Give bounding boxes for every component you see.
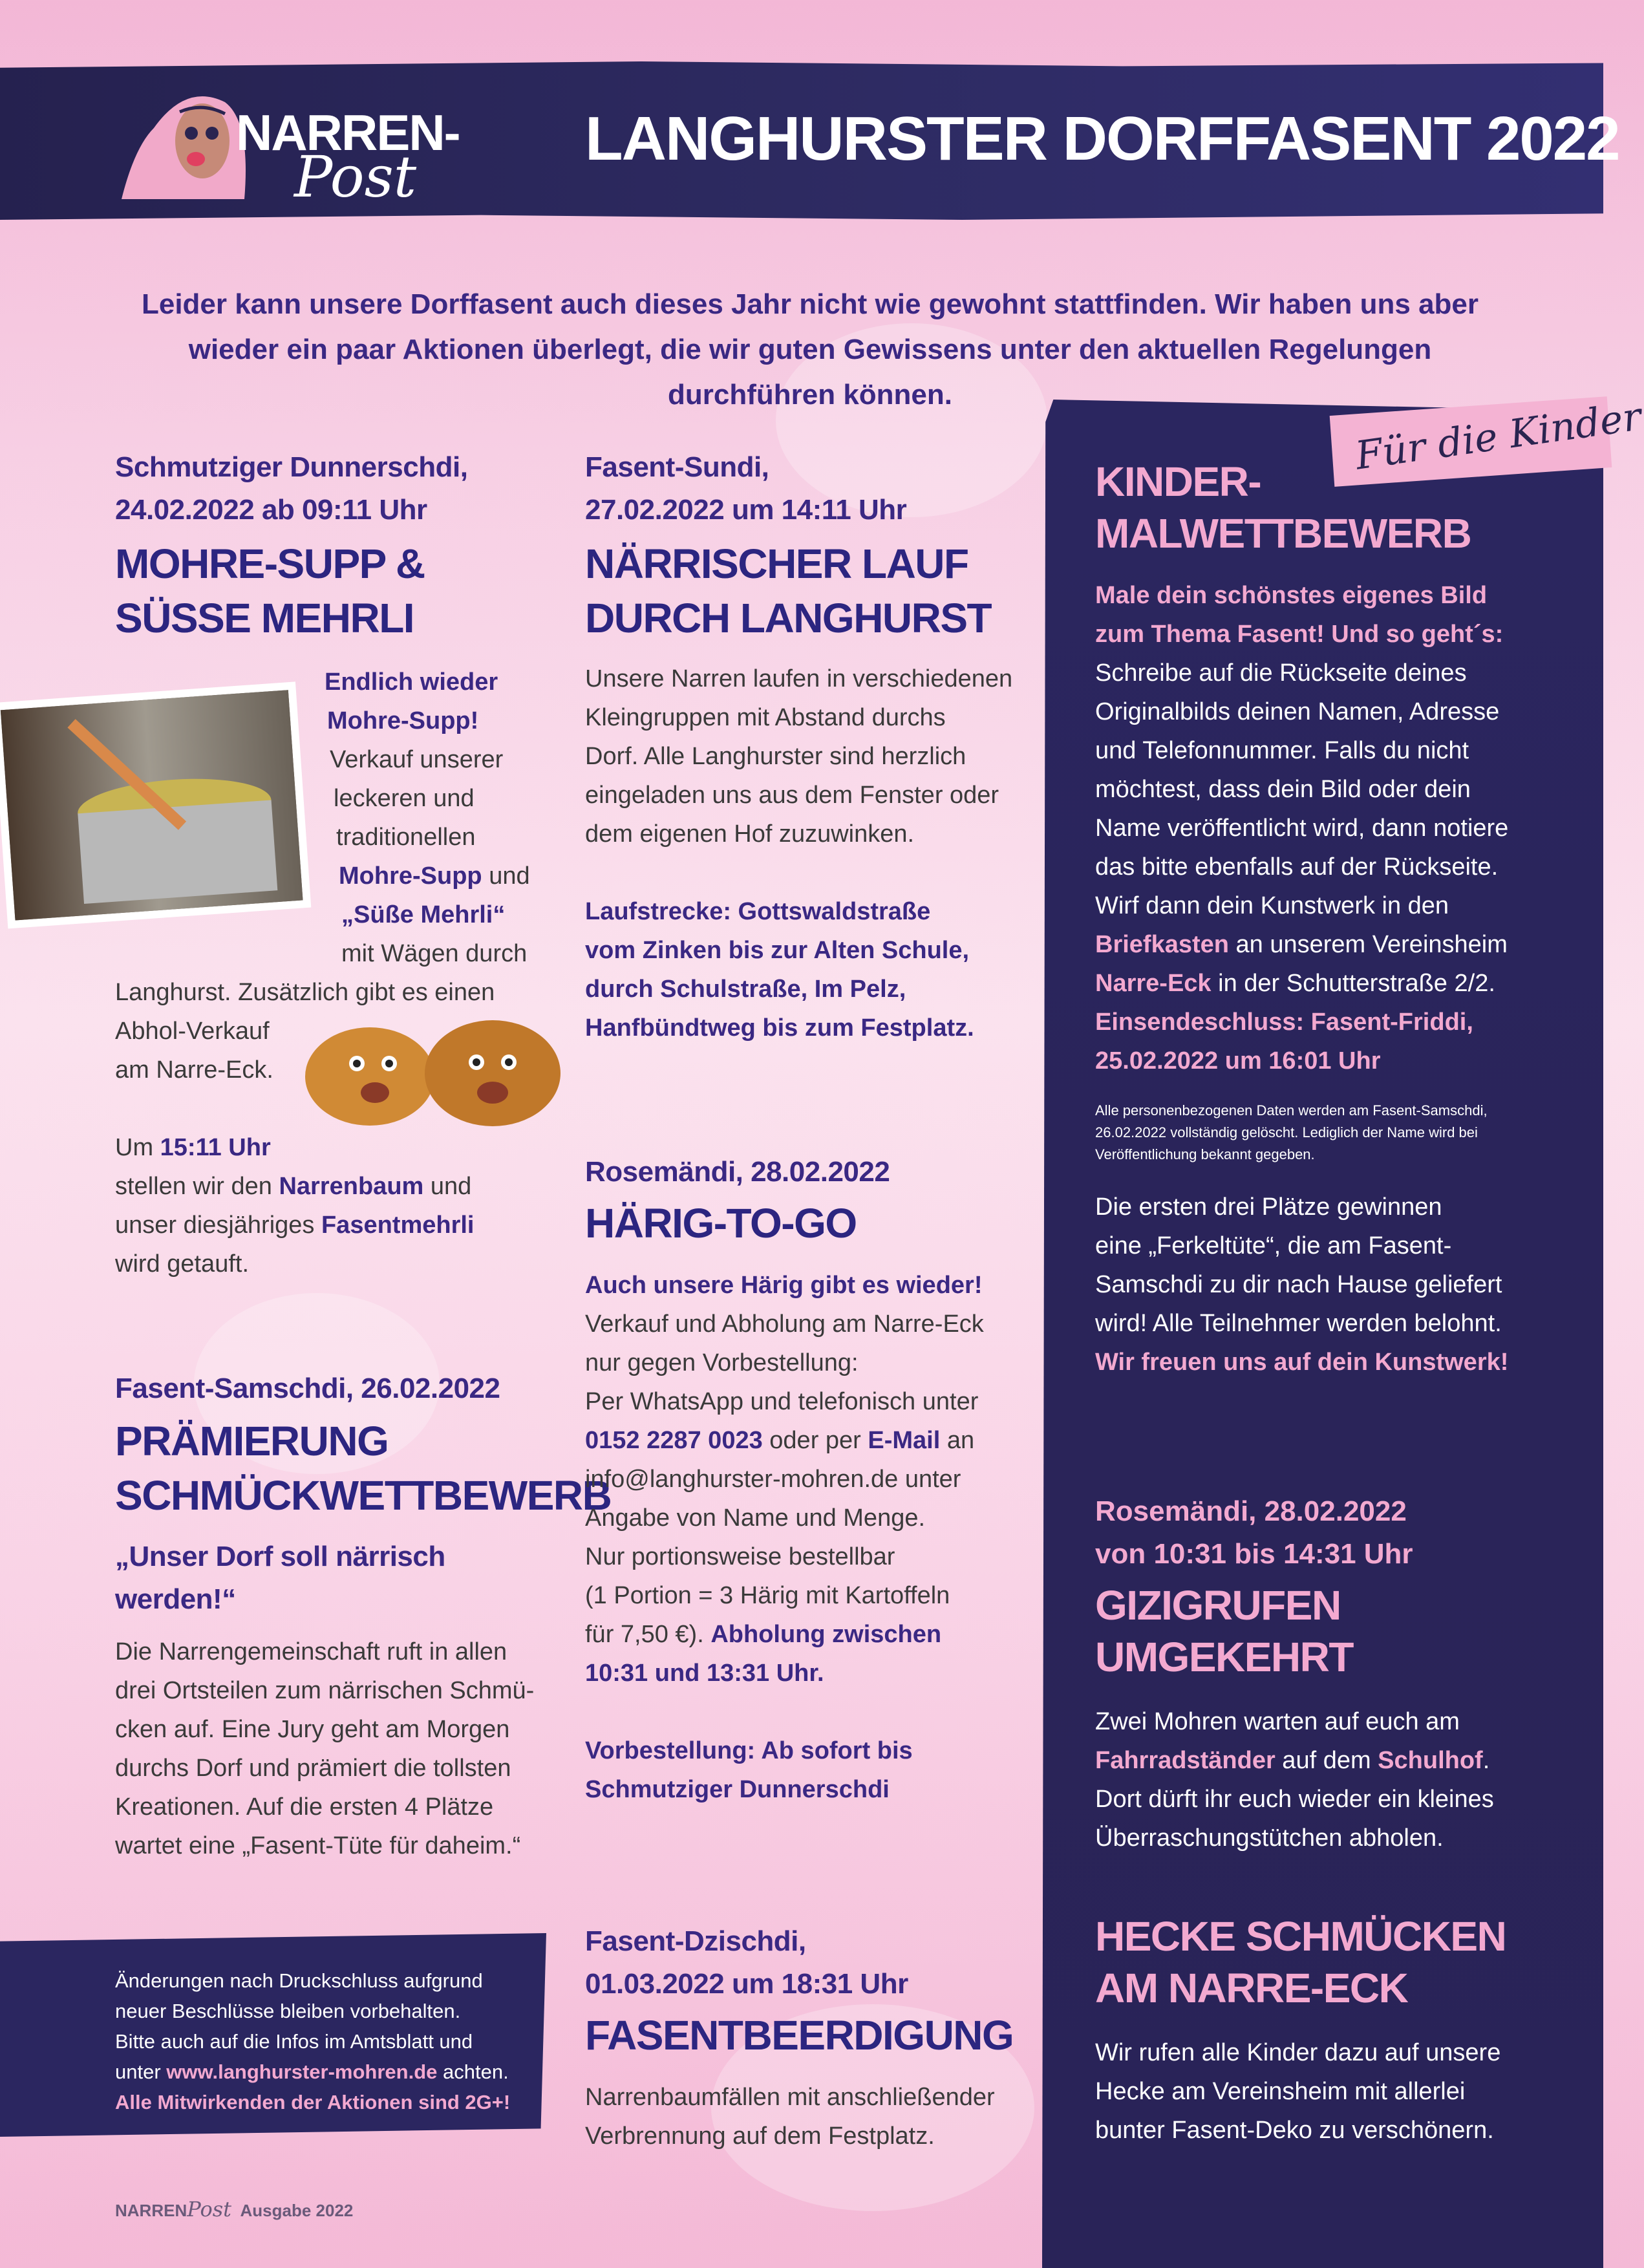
mohre-line: Langhurst. Zusätzlich gibt es einen: [115, 979, 495, 1006]
haerig-line: Angabe von Name und Menge.: [585, 1504, 926, 1532]
mal-lead-2: zum Thema Fasent! Und so geht´s:: [1095, 621, 1504, 648]
intro-text: Leider kann unsere Dorffasent auch dieses Jahr nicht wie gewohnt stattfinden. Wir haben uns aber wieder ein paar Aktionen überlegt, die wir guten Gewissens unter den aktuellen Regelungen durchführen können.: [141, 288, 1479, 411]
lauf-route-line: vom Zinken bis zur Alten Schule,: [585, 937, 970, 964]
gizi-date-2: von 10:31 bis 14:31 Uhr: [1095, 1538, 1413, 1570]
haerig-email-line[interactable]: info@langhurster-mohren.de unter: [585, 1466, 961, 1493]
privacy-note: Alle personenbezogenen Daten werden am Fasent-Samschdi,: [1095, 1102, 1488, 1118]
privacy-note: Veröffentlichung bekannt gegeben.: [1095, 1146, 1315, 1162]
fasentmehrli-bold: Fasentmehrli: [321, 1212, 475, 1239]
footer-script: Post: [187, 2197, 232, 2221]
hecke-line: bunter Fasent-Deko zu verschönern.: [1095, 2117, 1494, 2144]
website-link[interactable]: www.langhurster-mohren.de: [166, 2060, 438, 2083]
note-line: achten.: [437, 2060, 509, 2083]
haerig-section: [585, 1151, 1031, 1809]
note-line: Änderungen nach Druckschluss aufgrund: [115, 1969, 483, 1992]
mohre-title-1: MOHRE-SUPP &: [115, 540, 425, 587]
schulhof-bold: Schulhof: [1378, 1747, 1483, 1774]
mohre-line: und: [423, 1173, 472, 1200]
gizi-title: GIZIGRUFEN UMGEKEHRT: [1095, 1582, 1353, 1680]
lauf-line: eingeladen uns aus dem Fenster oder: [585, 782, 999, 809]
hecke-line: Wir rufen alle Kinder dazu auf unsere: [1095, 2039, 1501, 2066]
malwettbewerb-section: [1095, 456, 1586, 1382]
mohre-line: traditionellen: [336, 824, 476, 851]
haerig-pickup-bold: Abholung zwischen: [710, 1621, 942, 1648]
lauf-line: Dorf. Alle Langhurster sind herzlich: [585, 743, 966, 770]
mohre-line: Um: [115, 1134, 160, 1161]
praemierung-title-2: SCHMÜCKWETTBEWERB: [115, 1472, 612, 1519]
haerig-preorder-1: Vorbestellung: Ab sofort bis: [585, 1737, 913, 1764]
haerig-line: Nur portionsweise bestellbar: [585, 1543, 895, 1570]
mohre-line: stellen wir den: [115, 1173, 279, 1200]
lauf-route-line: durch Schulstraße, Im Pelz,: [585, 976, 906, 1003]
gizi-line: Dort dürft ihr euch wieder ein kleines: [1095, 1786, 1494, 1813]
footer-edition: Ausgabe 2022: [240, 2201, 354, 2220]
mal-line: Originalbilds deinen Namen, Adresse: [1095, 698, 1500, 725]
mohre-line: Abhol-Verkauf: [115, 1018, 270, 1045]
beerdigung-title: FASENTBEERDIGUNG: [585, 2012, 1014, 2059]
beerdigung-line: Verbrennung auf dem Festplatz.: [585, 2123, 935, 2150]
mohre-line: am Narre-Eck.: [115, 1056, 273, 1084]
hecke-title-2: AM NARRE-ECK: [1095, 1965, 1408, 2011]
mohre-title-2: SÜSSE MEHRLI: [115, 595, 414, 641]
mal-title-2: MALWETTBEWERB: [1095, 510, 1471, 557]
lauf-date-1: Fasent-Sundi,: [585, 451, 769, 483]
note-line: neuer Beschlüsse bleiben vorbehalten.: [115, 2000, 461, 2022]
mal-prize-line: Die ersten drei Plätze gewinnen: [1095, 1193, 1442, 1221]
narre-eck-bold: Narre-Eck: [1095, 970, 1212, 997]
mal-title-1: KINDER-: [1095, 458, 1261, 505]
mal-line: und Telefonnummer. Falls du nicht: [1095, 737, 1469, 764]
haerig-line: an: [940, 1427, 975, 1454]
haerig-preorder-2: Schmutziger Dunnerschdi: [585, 1776, 890, 1803]
lauf-title-2: DURCH LANGHURST: [585, 595, 992, 641]
lauf-date-2: 27.02.2022 um 14:11 Uhr: [585, 494, 907, 526]
gizigrufen-section: [1095, 1490, 1586, 1857]
mohre-lead-2: Mohre-Supp!: [327, 707, 479, 734]
narrenbaum-bold: Narrenbaum: [279, 1173, 424, 1200]
suesse-mehrli-bold: „Süße Mehrli“: [341, 901, 506, 928]
gizi-line: .: [1482, 1747, 1490, 1774]
gizi-line: Überraschungstütchen abholen.: [1095, 1824, 1444, 1852]
gizi-line: Zwei Mohren warten auf euch am: [1095, 1708, 1460, 1735]
fahrradstaender-bold: Fahrradständer: [1095, 1747, 1276, 1774]
haerig-date: Rosemändi, 28.02.2022: [585, 1156, 890, 1188]
lauf-title-1: NÄRRISCHER LAUF: [585, 540, 968, 587]
mohre-line: mit Wägen durch: [341, 940, 528, 967]
pig-pastries-photo: [299, 1012, 570, 1135]
beerdigung-section: [585, 1920, 1031, 2156]
beerdigung-date-1: Fasent-Dzischdi,: [585, 1925, 806, 1957]
gizi-date-1: Rosemändi, 28.02.2022: [1095, 1495, 1407, 1527]
footer-brand: NARREN: [115, 2201, 187, 2220]
column-left: [115, 446, 555, 645]
lauf-line: dem eigenen Hof zuzuwinken.: [585, 820, 915, 848]
mohre-text-wrap: [325, 663, 557, 973]
praemierung-line: wartet eine „Fasent-Tüte für daheim.“: [115, 1832, 521, 1859]
email-label: E-Mail: [868, 1427, 941, 1454]
lauf-route-line: Hanfbündtweg bis zum Festplatz.: [585, 1014, 974, 1042]
haerig-line: Verkauf und Abholung am Narre-Eck: [585, 1311, 984, 1338]
lauf-line: Kleingruppen mit Abstand durchs: [585, 704, 946, 731]
praemierung-section: [115, 1367, 612, 1865]
mohre-line: und: [482, 862, 530, 890]
note-line: Bitte auch auf die Infos im Amtsblatt und: [115, 2030, 473, 2053]
logo-script: Post: [294, 144, 417, 210]
praemierung-line: Kreationen. Auf die ersten 4 Plätze: [115, 1793, 494, 1821]
praemierung-line: drei Ortsteilen zum närrischen Schmü-: [115, 1677, 535, 1704]
lauf-line: Unsere Narren laufen in verschiedenen: [585, 665, 1013, 692]
haerig-line: (1 Portion = 3 Härig mit Kartoffeln: [585, 1582, 950, 1609]
hecke-section: [1095, 1910, 1586, 2150]
praemierung-line: durchs Dorf und prämiert die tollsten: [115, 1755, 511, 1782]
mal-prize-line: wird! Alle Teilnehmer werden belohnt.: [1095, 1310, 1502, 1337]
lauf-route-line: Laufstrecke: Gottswaldstraße: [585, 898, 931, 925]
note-2g-notice: Alle Mitwirkenden der Aktionen sind 2G+!: [115, 2091, 511, 2113]
praemierung-date: Fasent-Samschdi, 26.02.2022: [115, 1373, 500, 1404]
praemierung-line: Die Narrengemeinschaft ruft in allen: [115, 1638, 507, 1665]
mal-lead-1: Male dein schönstes eigenes Bild: [1095, 582, 1488, 609]
haerig-pickup-time: 10:31 und 13:31 Uhr.: [585, 1660, 824, 1687]
phone-number[interactable]: 0152 2287 0023: [585, 1427, 763, 1454]
note-line: unter: [115, 2060, 167, 2083]
mal-line: das bitte ebenfalls auf der Rückseite.: [1095, 853, 1499, 881]
praemierung-line: cken auf. Eine Jury geht am Morgen: [115, 1716, 510, 1743]
praemierung-quote: „Unser Dorf soll närrisch werden!“: [115, 1541, 445, 1615]
mohre-lead-1: Endlich wieder: [325, 669, 498, 696]
mohre-line: wird getauft.: [115, 1250, 249, 1278]
haerig-line: Per WhatsApp und telefonisch unter: [585, 1388, 979, 1415]
mal-line: an unserem Vereinsheim: [1228, 931, 1508, 958]
hecke-line: Hecke am Vereinsheim mit allerlei: [1095, 2078, 1466, 2105]
mohre-supp-bold: Mohre-Supp: [339, 862, 482, 890]
mal-closing: Wir freuen uns auf dein Kunstwerk!: [1095, 1349, 1509, 1376]
mal-prize-line: Samschdi zu dir nach Hause geliefert: [1095, 1271, 1502, 1298]
haerig-title: HÄRIG-TO-GO: [585, 1200, 857, 1246]
logo-text: NARREN-: [236, 104, 460, 161]
mohre-line: Verkauf unserer: [330, 746, 504, 773]
mal-prize-line: eine „Ferkeltüte“, die am Fasent-: [1095, 1232, 1452, 1259]
beerdigung-line: Narrenbaumfällen mit anschließender: [585, 2084, 995, 2111]
column-middle: [585, 446, 1031, 1047]
note-text: [115, 1965, 542, 2117]
privacy-note: 26.02.2022 vollständig gelöscht. Lediglich der Name wird bei: [1095, 1124, 1478, 1140]
mohre-date-2: 24.02.2022 ab 09:11 Uhr: [115, 494, 427, 526]
haerig-line: für 7,50 €).: [585, 1621, 711, 1648]
mal-deadline-1: Einsendeschluss: Fasent-Friddi,: [1095, 1009, 1473, 1036]
gizi-line: auf dem: [1275, 1747, 1378, 1774]
mal-line: in der Schutterstraße 2/2.: [1211, 970, 1495, 997]
haerig-line: nur gegen Vorbestellung:: [585, 1349, 859, 1376]
haerig-line: oder per: [762, 1427, 868, 1454]
mal-line: Name veröffentlicht wird, dann notiere: [1095, 815, 1509, 842]
mal-line: Schreibe auf die Rückseite deines: [1095, 659, 1467, 687]
briefkasten-bold: Briefkasten: [1095, 931, 1229, 958]
mal-line: möchtest, dass dein Bild oder dein: [1095, 776, 1471, 803]
kids-tag-text: Für die Kinder: [1352, 394, 1644, 479]
footer: [115, 2197, 353, 2221]
beerdigung-date-2: 01.03.2022 um 18:31 Uhr: [585, 1968, 908, 2000]
mohre-date-1: Schmutziger Dunnerschdi,: [115, 451, 468, 483]
mohre-line: leckeren und: [334, 785, 475, 812]
mohre-line: unser diesjähriges: [115, 1212, 321, 1239]
hecke-title-1: HECKE SCHMÜCKEN: [1095, 1913, 1506, 1960]
page-title: LANGHURSTER DORFFASENT 2022: [585, 104, 1619, 173]
haerig-lead: Auch unsere Härig gibt es wieder!: [585, 1272, 983, 1299]
mal-deadline-2: 25.02.2022 um 16:01 Uhr: [1095, 1047, 1381, 1075]
mal-line: Wirf dann dein Kunstwerk in den: [1095, 892, 1449, 919]
time-bold: 15:11 Uhr: [160, 1134, 271, 1161]
soup-pot-photo: [0, 679, 310, 937]
praemierung-title-1: PRÄMIERUNG: [115, 1418, 389, 1464]
